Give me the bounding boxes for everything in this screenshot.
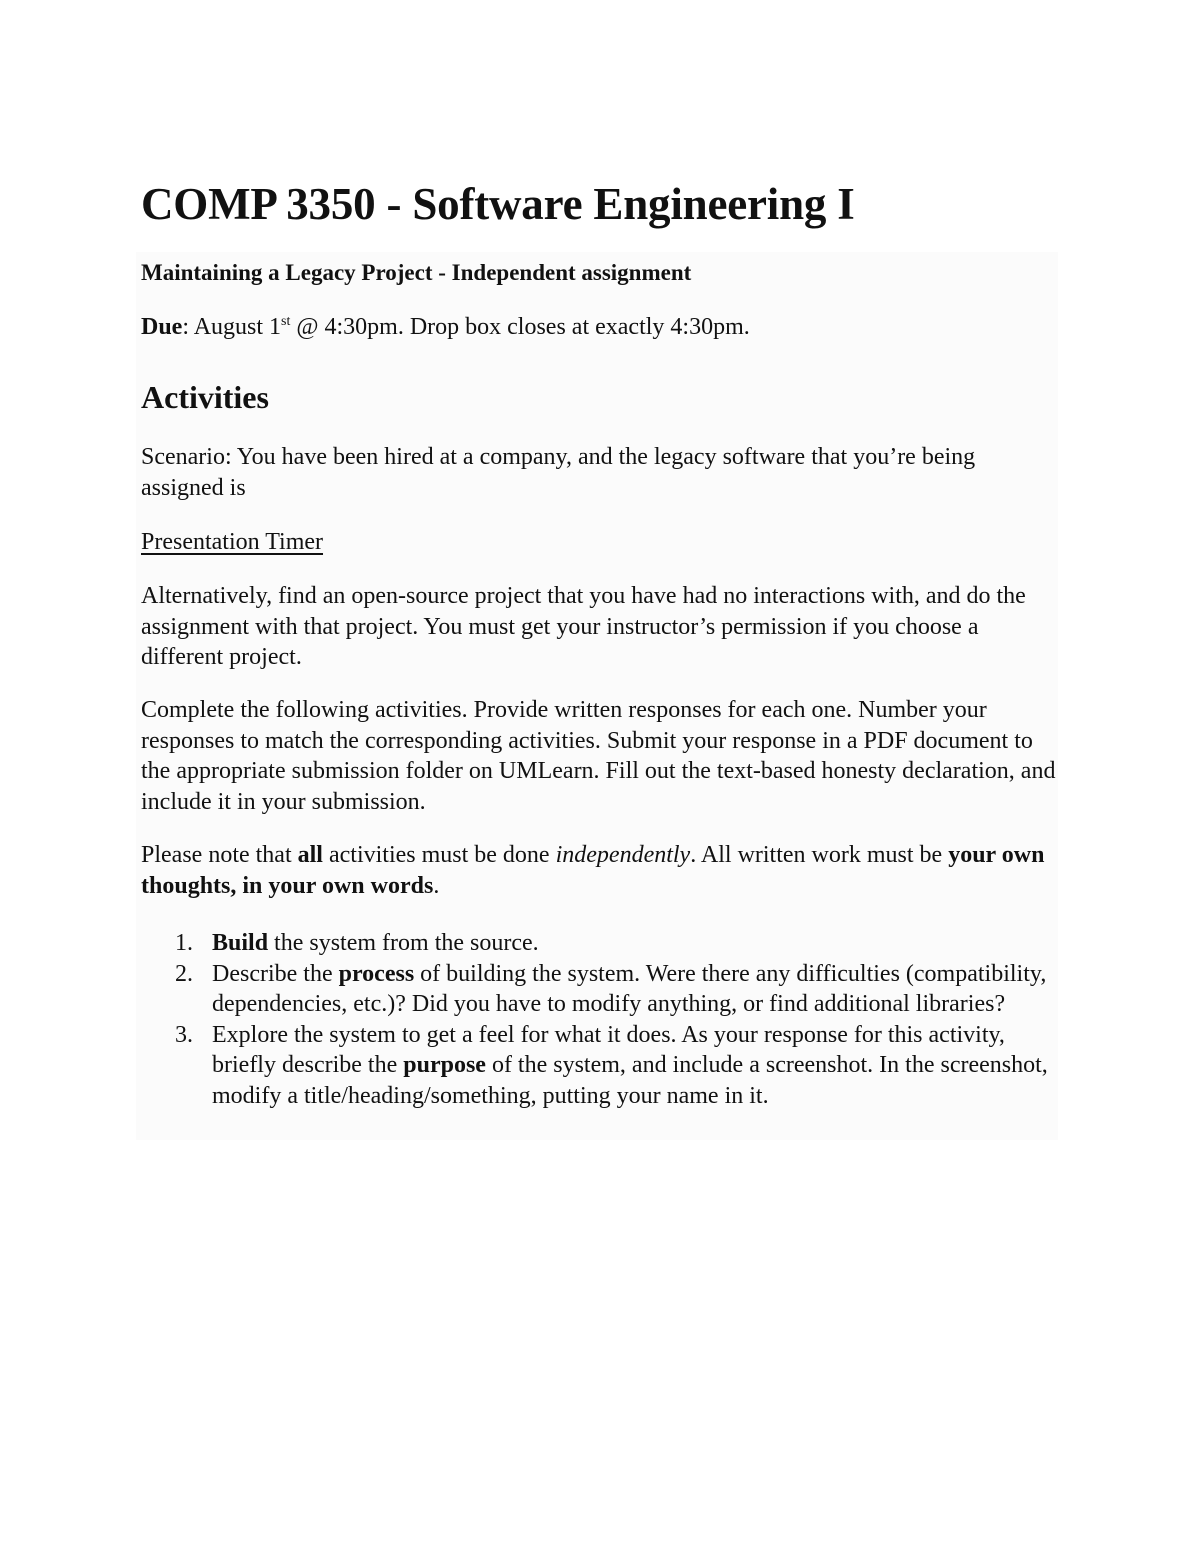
section-heading-activities: Activities (141, 379, 269, 415)
activity-item (141, 1020, 1056, 1112)
assignment-subtitle: Maintaining a Legacy Project - Independent assignment (141, 260, 692, 285)
note-text-1: Please note that (141, 842, 298, 868)
due-time-note: @ 4:30pm. Drop box closes at exactly 4:30pm. (290, 314, 750, 340)
activity-number: 1. (175, 930, 193, 956)
document-title: COMP 3350 - Software Engineering I (141, 179, 855, 229)
due-colon: : (182, 314, 194, 340)
note-text-4: . (433, 872, 440, 899)
activity-text-before: Explore the system to get a feel for what it does. As your response for this activity, briefly describe the (212, 1021, 1005, 1078)
activity-item (141, 928, 1056, 959)
activity-text-after: of the system, and include a screenshot. In the screenshot, modify a title/heading/something, putting your name in it. (212, 1052, 1048, 1109)
activity-text-before: Describe the (212, 960, 339, 987)
note-text-2: activities must be done (322, 842, 556, 868)
note-italic-independently: independently (555, 842, 691, 868)
instructions-paragraph: Complete the following activities. Provide written responses for each one. Number your responses to match the corresponding activities. Submit your response in a PDF document to the appropriate submission folder on UMLearn. Fill out the text-based honesty declaration, and include it in your submission. (141, 697, 1056, 815)
due-label: Due (141, 314, 183, 340)
activity-list (141, 928, 1056, 1111)
activity-number: 2. (175, 960, 193, 987)
due-date-suffix: st (281, 314, 291, 329)
note-text-3: . All written work must be (690, 842, 949, 868)
alternative-paragraph: Alternatively, find an open-source project that you have had no interactions with, and do the assignment with that project. You must get your instructor’s permission if you choose a different project. (141, 583, 1026, 670)
note-bold-own-words: your own thoughts, in your own words (141, 842, 1045, 899)
activity-keyword: process (338, 960, 415, 987)
note-paragraph (141, 840, 1056, 901)
activity-text-after: the system from the source. (268, 930, 539, 956)
activity-item (141, 959, 1056, 1020)
due-date: August 1 (193, 314, 282, 340)
note-bold-all: all (297, 842, 323, 868)
scenario-paragraph: Scenario: You have been hired at a company, and the legacy software that you’re being assigned is (141, 444, 976, 501)
project-name: Presentation Timer (141, 529, 324, 555)
activity-keyword: purpose (403, 1052, 486, 1078)
activity-number: 3. (175, 1021, 193, 1048)
activity-text-after: of building the system. Were there any difficulties (compatibility, dependencies, etc.)? Did you have to modify anything, or find additional libraries? (212, 960, 1047, 1017)
activity-keyword: Build (212, 930, 269, 956)
due-line (141, 311, 750, 343)
